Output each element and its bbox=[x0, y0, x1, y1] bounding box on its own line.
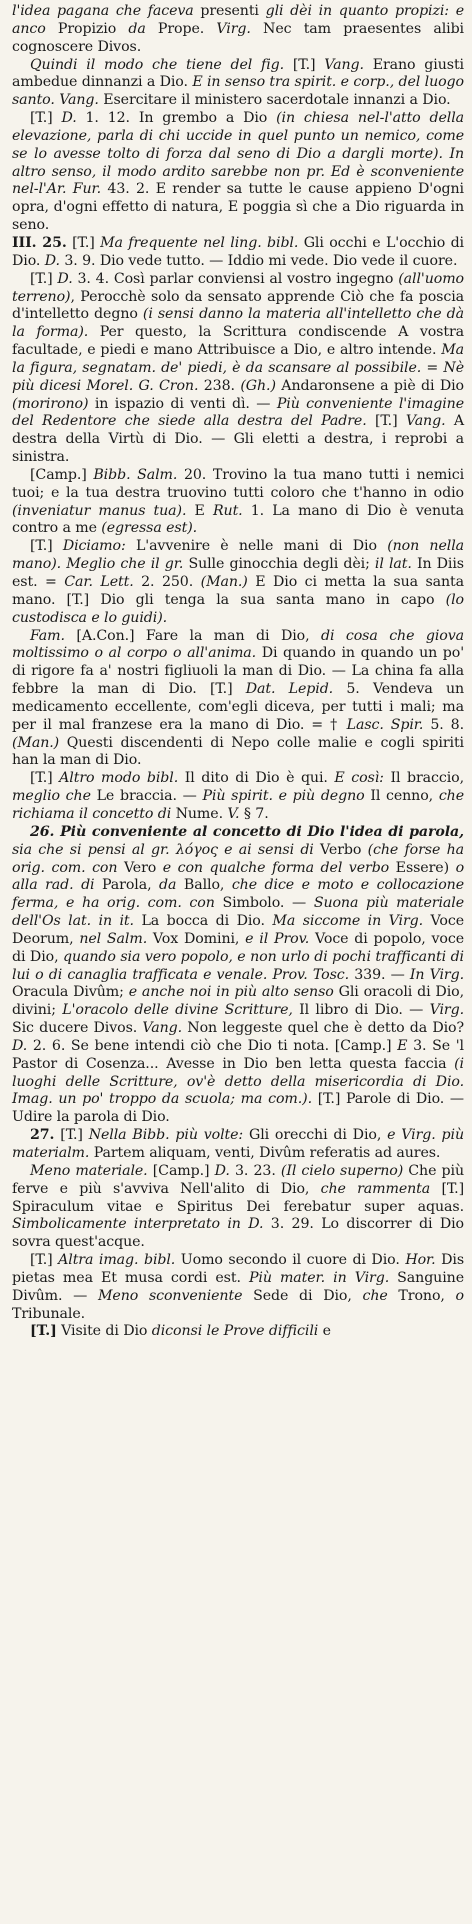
text-segment: Uomo secondo il cuore di Dio. bbox=[175, 1252, 406, 1269]
text-segment: 20. Trovino la tua mano tutti i nemici tuoi; e la tua destra truovino tutti coloro che t'hanno in odio bbox=[12, 466, 465, 501]
text-segment: 3. 9. Dio vede tutto. — Iddio mi vede. Dio vede il cuore. bbox=[59, 252, 458, 269]
text-segment: presenti bbox=[193, 3, 266, 19]
text-segment: (inveniatur manus tua). bbox=[12, 502, 187, 519]
para-altra-imag bbox=[12, 1252, 464, 1323]
text-segment: [T.] bbox=[30, 1252, 59, 1269]
text-segment: (morirono) bbox=[12, 395, 89, 412]
text-segment: Fam. bbox=[30, 627, 65, 644]
text-segment: In Diis est. = bbox=[12, 556, 464, 590]
para-diciamo bbox=[12, 538, 464, 627]
text-segment: Lasc. Spir. bbox=[346, 716, 424, 733]
text-segment: Meno materiale. bbox=[30, 1162, 148, 1179]
text-segment: Simbolicamente interpretato in D. bbox=[12, 1216, 264, 1233]
text-segment: D. bbox=[12, 1037, 28, 1054]
text-segment: e bbox=[318, 1323, 331, 1340]
text-segment: λόγος bbox=[175, 841, 218, 858]
text-segment: D. bbox=[214, 1162, 230, 1179]
text-segment: Gli occhi e L'occhio di Dio. bbox=[12, 234, 464, 269]
text-segment: Tribunale. bbox=[12, 1305, 86, 1322]
text-segment: Vang. bbox=[142, 1020, 183, 1037]
text-segment: 1. La mano di Dio è venuta contro a me bbox=[12, 502, 464, 537]
text-segment: Il cenno, bbox=[364, 788, 439, 805]
text-segment: Altra imag. bibl. bbox=[58, 1252, 176, 1269]
text-segment: che rammenta bbox=[320, 1180, 431, 1197]
text-segment: (Man.) bbox=[200, 574, 248, 590]
text-segment: [T.] bbox=[30, 270, 58, 287]
text-segment: [Camp.] bbox=[147, 1162, 215, 1179]
text-segment: in ispazio di venti dì. — bbox=[88, 395, 277, 412]
text-segment: E bbox=[186, 502, 213, 519]
text-segment: Questi discendenti di Nepo colle malie e cogli spiriti han la man di Dio. bbox=[12, 734, 464, 769]
para-iii-25 bbox=[12, 235, 464, 271]
text-segment: 27. bbox=[30, 1127, 55, 1144]
text-segment: che dice e moto e collocazione ferma, e ha orig. com. con bbox=[12, 877, 464, 912]
text-segment: 238. bbox=[198, 377, 241, 394]
text-segment: [A.Con.] Fare la man di Dio, bbox=[64, 627, 321, 644]
text-segment: Non leggeste quel che è detto da Dio? bbox=[182, 1020, 464, 1037]
text-segment: Il libro di Dio. — bbox=[292, 1002, 430, 1019]
text-segment: di cosa che giova moltissimo o al corpo o all'anima. bbox=[12, 627, 464, 662]
text-segment: Visite di Dio bbox=[56, 1323, 152, 1340]
text-segment: Ma siccome in Virg. bbox=[272, 913, 424, 930]
text-segment: che bbox=[362, 1287, 388, 1304]
text-segment: Bibb. Salm. bbox=[93, 466, 178, 483]
text-segment: Ma frequente nel ling. bibl. bbox=[100, 234, 299, 251]
para-27 bbox=[12, 1127, 464, 1163]
para-meno-materiale bbox=[12, 1163, 464, 1252]
text-segment: (Gh.) bbox=[240, 377, 276, 394]
text-segment: 5. 8. bbox=[423, 716, 464, 733]
text-segment: Prope. bbox=[145, 20, 217, 37]
text-segment: V. bbox=[227, 805, 240, 822]
text-segment: da bbox=[128, 20, 146, 37]
text-segment: Nella Bibb. più volte: bbox=[88, 1127, 244, 1144]
text-segment: l'idea pagana che faceva bbox=[12, 3, 194, 19]
text-segment: Sede di Dio, bbox=[242, 1287, 363, 1304]
text-segment: [T.] bbox=[30, 1323, 57, 1340]
text-segment: Dis pietas mea Et musa cordi est. bbox=[12, 1252, 465, 1286]
text-segment: Vang. bbox=[324, 56, 364, 73]
text-segment: da bbox=[159, 877, 177, 894]
text-segment: Nec tam praesentes alibi cognoscere Divos. bbox=[12, 20, 464, 55]
text-segment: D. bbox=[61, 110, 77, 127]
text-segment: Gli oracoli di Dio, divini; bbox=[12, 984, 464, 1019]
text-segment: = bbox=[421, 359, 444, 376]
text-segment: il lat. bbox=[374, 556, 412, 573]
text-segment: Andaronsene a piè di Dio bbox=[275, 377, 464, 394]
text-segment: E bbox=[397, 1037, 408, 1054]
text-segment: Sic ducere Divos. bbox=[12, 1020, 143, 1037]
para-camp-salm bbox=[12, 467, 464, 538]
text-segment: (in chiesa nel-l'atto della elevazione, parla di chi uccide in quel punto un nemico, come se lo avesse tolto di forza dal seno di Dio a dargli morte). In altro senso, il modo ardito sarebbe non pr. Ed è sconveniente nel-l'Ar. Fur. bbox=[12, 110, 465, 198]
text-segment: Più conveniente l'imagine del Redentore che siede alla destra del Padre. bbox=[12, 395, 465, 430]
text-segment: [T.] bbox=[66, 234, 101, 251]
text-segment: 3. Se 'l Pastor di Cosenza... Avesse in Dio ben letta questa faccia bbox=[12, 1037, 464, 1072]
text-segment: [T.] bbox=[54, 1127, 89, 1144]
text-segment: Nume. bbox=[171, 805, 228, 822]
para-cosi-parlar bbox=[12, 271, 464, 467]
text-segment: Dat. Lepid. bbox=[245, 681, 334, 698]
text-segment: [T.] bbox=[30, 770, 60, 787]
text-segment: Vero bbox=[117, 859, 163, 876]
text-segment: § 7. bbox=[239, 805, 269, 822]
text-segment: (Man.) bbox=[12, 734, 60, 751]
para-grembo bbox=[12, 110, 464, 235]
text-segment: Erano giusti ambedue dinnanzi a Dio. bbox=[12, 56, 464, 91]
text-segment: Per questo, la Scrittura condiscende A vostra facultade, e piedi e mano Attribuisce a Dio, e altro intende. bbox=[12, 324, 464, 359]
text-segment: Trono, bbox=[387, 1287, 456, 1304]
text-segment: 2. 6. Se bene intendi ciò che Dio ti nota. [Camp.] bbox=[27, 1037, 398, 1054]
text-segment: [T.] bbox=[284, 56, 325, 73]
para-quindi bbox=[12, 57, 464, 111]
para-altro-modo bbox=[12, 770, 464, 824]
text-segment: III. 25. bbox=[12, 234, 67, 251]
text-segment: (Il cielo superno) bbox=[280, 1162, 404, 1179]
text-segment: Virg. bbox=[216, 20, 251, 37]
text-segment: nel Salm. bbox=[79, 930, 148, 947]
text-segment: Sanguine Divûm. — bbox=[12, 1269, 464, 1304]
text-segment: Simbolo. — bbox=[214, 895, 314, 912]
text-segment: [T.] bbox=[30, 538, 63, 555]
text-segment: Il dito di Dio è qui. bbox=[178, 770, 335, 787]
text-segment: Più spirit. e più degno bbox=[202, 788, 365, 805]
text-segment: Parola, bbox=[94, 877, 160, 894]
text-segment: La bocca di Dio. bbox=[133, 913, 273, 930]
text-segment: Nè più dicesi Morel. G. Cron. bbox=[12, 359, 464, 394]
text-segment: e anche noi in più alto senso bbox=[128, 984, 334, 1001]
para-26 bbox=[12, 824, 464, 1127]
para-fam bbox=[12, 628, 464, 771]
text-segment: meglio che bbox=[12, 788, 91, 805]
text-segment: 26. Più conveniente al concetto di Dio l'idea di parola, bbox=[30, 823, 464, 840]
text-segment: Car. Lett. bbox=[64, 574, 134, 590]
text-segment: gli dèi in quanto propizi: bbox=[265, 3, 456, 19]
text-segment: Più mater. in Virg. bbox=[248, 1269, 390, 1286]
text-segment: (i sensi danno la materia all'intelletto che dà la forma). bbox=[12, 306, 464, 341]
text-segment: Il braccio, bbox=[383, 770, 464, 787]
text-segment: 3. 4. Così parlar conviensi al vostro ingegno bbox=[72, 270, 399, 287]
text-segment: In Virg. bbox=[409, 966, 465, 983]
text-segment: 2. 250. bbox=[133, 574, 201, 590]
text-segment: 3. 23. bbox=[229, 1162, 281, 1179]
text-segment: diconsi le Prove difficili bbox=[151, 1323, 319, 1340]
text-segment: Voce Deorum, bbox=[12, 913, 464, 947]
text-segment: o alla rad. di bbox=[12, 859, 465, 894]
text-segment: (i luoghi delle Scritture, ov'è detto della misericordia di Dio. Imag. un po' troppo da scuola; ma com.). bbox=[12, 1055, 464, 1108]
text-segment: E in senso tra spirit. e corp., del luogo santo. Vang. bbox=[12, 74, 464, 109]
text-segment: Altro modo bibl. bbox=[59, 770, 179, 787]
text-segment: (lo custodisca e lo guidi). bbox=[12, 591, 464, 626]
text-segment: e il Prov. bbox=[245, 930, 310, 947]
text-segment: [T.] Parole di Dio. — Udire la parola di Dio. bbox=[12, 1091, 464, 1126]
text-segment: D. bbox=[44, 252, 60, 269]
text-segment: Gli orecchi di Dio, bbox=[243, 1127, 388, 1144]
text-segment: [T.] bbox=[366, 413, 406, 430]
text-segment: e Virg. più materialm. bbox=[12, 1127, 464, 1161]
text-segment: che richiama il concetto di bbox=[12, 788, 464, 822]
text-segment: Che più ferve e più s'avviva Nell'alito di Dio, bbox=[12, 1162, 464, 1197]
text-segment: L'avvenire è nelle mani di Dio bbox=[125, 538, 388, 555]
text-segment: 43. 2. E render sa tutte le cause appieno D'ogni opra, d'ogni effetto di natura, E poggia sì che a Dio riguarda in seno. bbox=[12, 181, 464, 234]
text-segment: Verbo bbox=[313, 841, 368, 858]
text-segment: Vang. bbox=[405, 413, 446, 430]
text-segment: Sulle ginocchia degli dèi; bbox=[183, 556, 375, 573]
text-segment: Diciamo: bbox=[62, 538, 126, 555]
text-segment: L'oracolo delle divine Scritture, bbox=[62, 1002, 293, 1019]
text-segment: e anco bbox=[12, 3, 464, 37]
text-segment: 339. — bbox=[349, 966, 410, 983]
text-segment: Ballo, bbox=[176, 877, 232, 894]
text-segment: A destra della Virtù di Dio. — Gli eletti a destra, i reprobi a sinistra. bbox=[12, 413, 464, 466]
text-segment: [T.] Spiraculum vitae e Spiritus Dei ferebatur super aquas. bbox=[12, 1180, 465, 1215]
text-segment: 1. 12. In grembo a Dio bbox=[76, 110, 277, 127]
text-segment: (non nella mano). Meglio che il gr. bbox=[12, 538, 464, 573]
text-segment: quando sia vero popolo, e non urlo di pochi trafficanti di lui o di canaglia trafficata e venale. Prov. Tosc. bbox=[12, 948, 464, 983]
text-segment: 5. Vendeva un medicamento eccellente, com'egli diceva, per tutti i mali; ma per il mal franzese era la mano di Dio. = † bbox=[12, 681, 465, 733]
text-segment: (egressa est). bbox=[101, 520, 198, 537]
text-segment: e ai sensi di bbox=[217, 841, 314, 858]
text-segment: Voce di popolo, voce di Dio, bbox=[12, 930, 465, 965]
text-segment: Virg. bbox=[429, 1002, 464, 1019]
text-segment: o bbox=[455, 1287, 464, 1304]
text-segment: Essere) bbox=[389, 859, 456, 876]
text-segment: (all'uomo terreno) bbox=[12, 270, 464, 305]
text-segment: 3. 29. Lo discorrer di Dio sovra quest'acque. bbox=[12, 1216, 464, 1251]
text-segment: D. bbox=[57, 270, 73, 287]
text-segment: Di quando in quando un po' di rigore fa a' nostri figliuoli la man di Dio. — La china fa alla febbre la man di Dio. [T.] bbox=[12, 645, 464, 698]
text-segment: [T.] bbox=[30, 110, 62, 127]
para-opening bbox=[12, 3, 464, 57]
text-segment: Le braccia. — bbox=[90, 788, 203, 805]
text-segment: Quindi il modo che tiene del fig. bbox=[30, 56, 285, 73]
text-segment: Esercitare il ministero sacerdotale innanzi a Dio. bbox=[98, 92, 451, 109]
text-segment: , Perocchè solo da sensato apprende Ciò che fa poscia d'intelletto degno bbox=[12, 288, 464, 323]
text-segment: Vox Domini, bbox=[147, 930, 246, 947]
text-segment: Meno sconveniente bbox=[98, 1287, 243, 1304]
text-segment: (che forse ha orig. com. con bbox=[12, 841, 464, 876]
text-segment: Rut. bbox=[212, 502, 243, 519]
text-segment: Ma la figura, segnatam. de' piedi, è da scansare al possibile. bbox=[12, 342, 464, 376]
text-segment: [Camp.] bbox=[30, 466, 94, 483]
text-segment: Suona più materiale dell'Os lat. in it. bbox=[12, 895, 464, 930]
text-segment: sia che si pensi al gr. bbox=[12, 841, 176, 858]
text-segment: Propizio bbox=[45, 20, 129, 37]
text-segment: Oracula Divûm; bbox=[12, 984, 129, 1001]
text-segment: E così: bbox=[334, 770, 384, 787]
text-segment: Hor. bbox=[405, 1252, 436, 1269]
text-segment: e con qualche forma del verbo bbox=[162, 859, 390, 876]
para-visite bbox=[12, 1323, 464, 1341]
text-segment: E Dio ci metta la sua santa mano. [T.] Dio gli tenga la sua santa mano in capo bbox=[12, 574, 464, 608]
text-segment: Partem aliquam, venti, Divûm referatis ad aures. bbox=[89, 1145, 441, 1161]
